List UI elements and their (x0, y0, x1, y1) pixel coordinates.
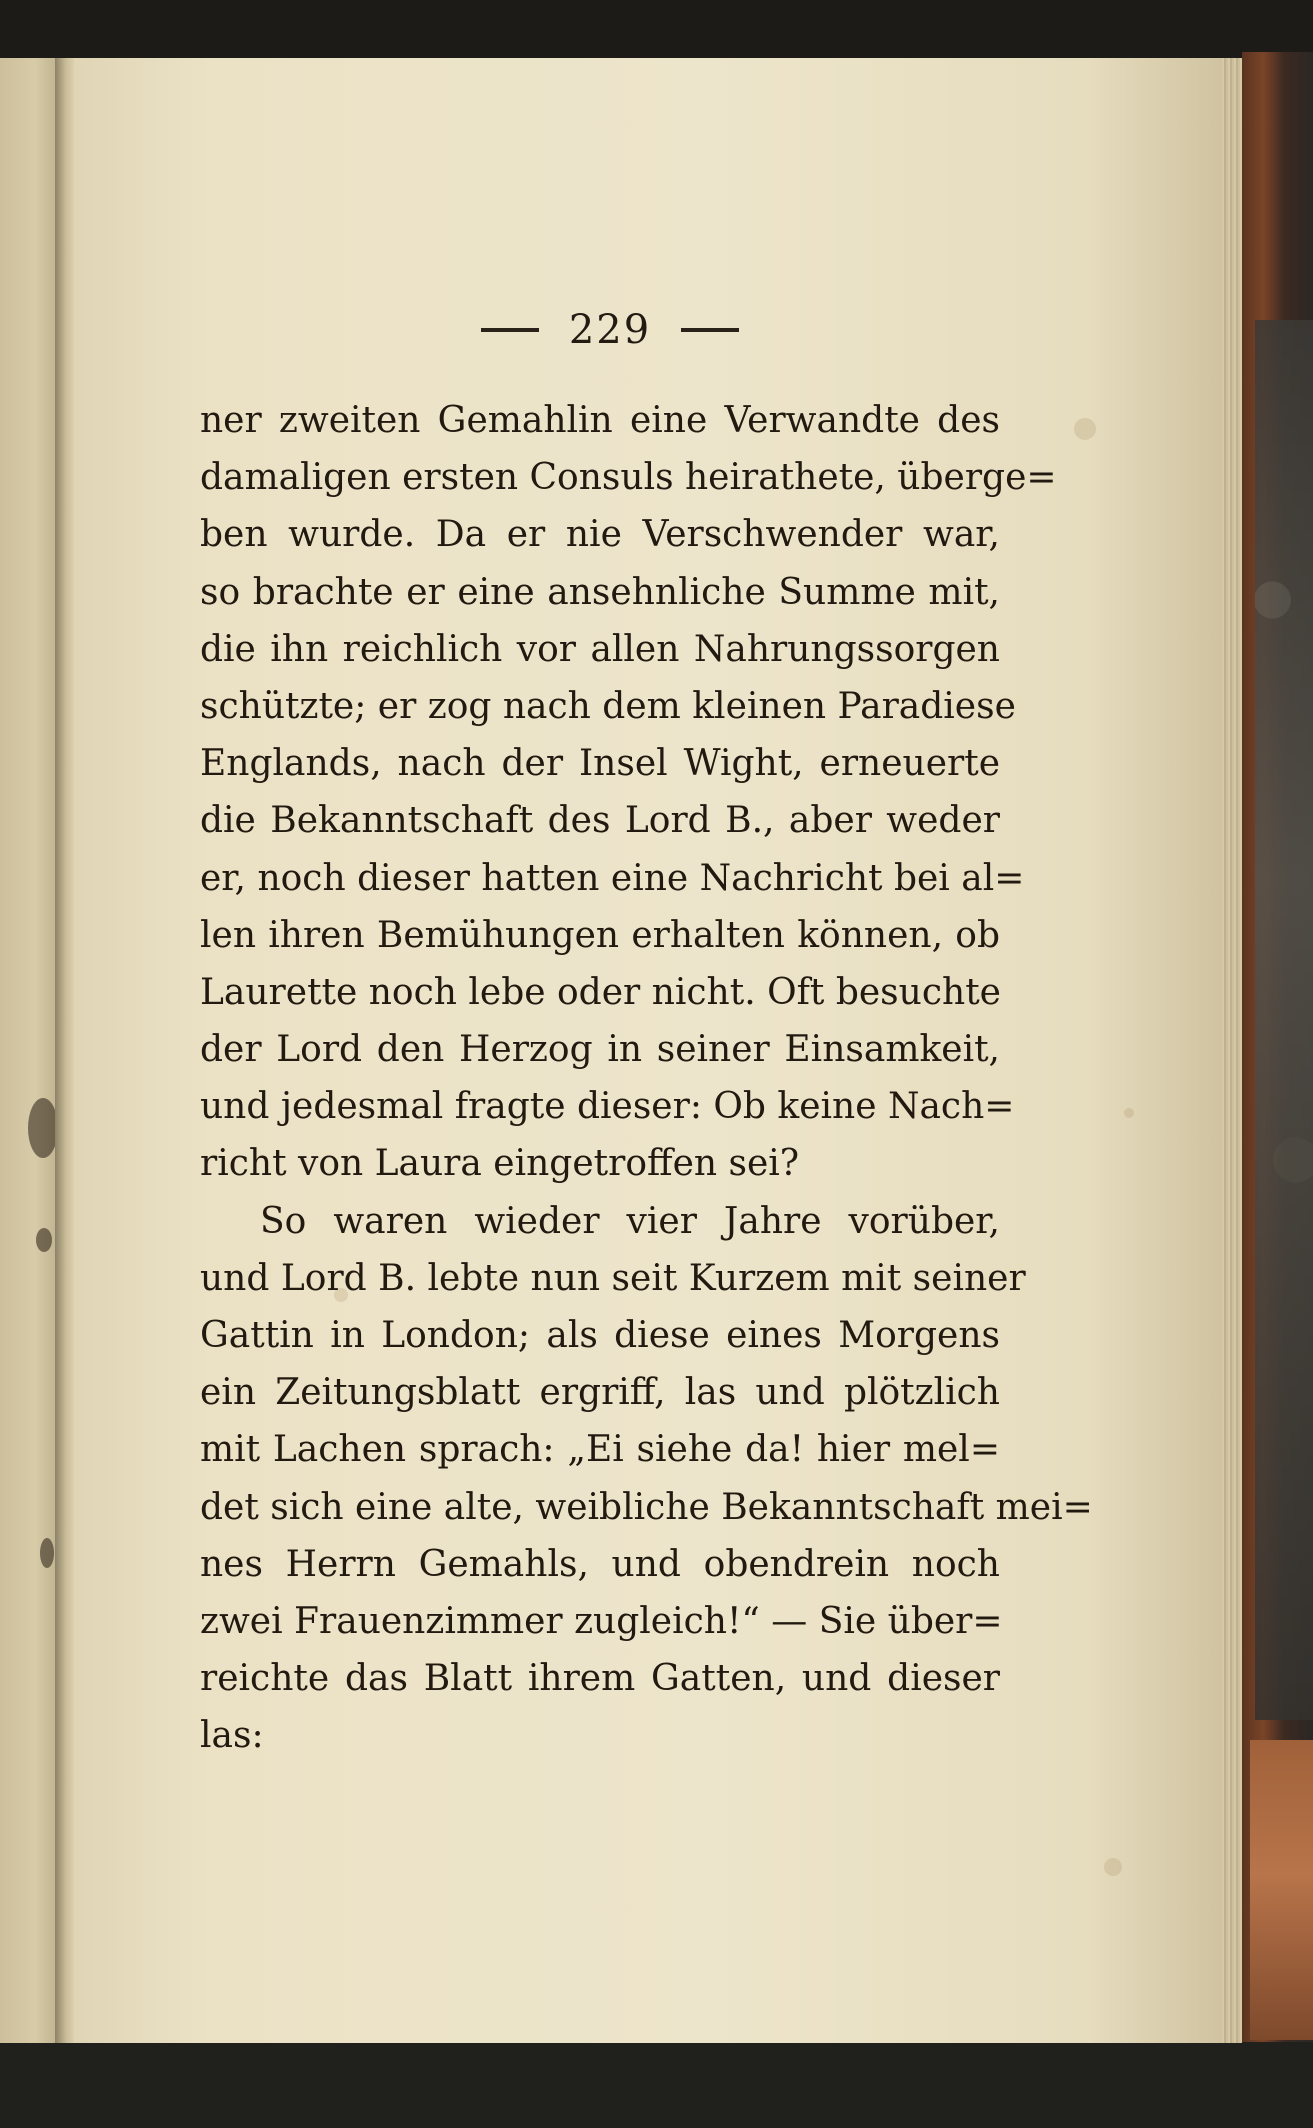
text-line: richt von Laura eingetroffen sei? (200, 1143, 800, 1185)
text-line: las: (200, 1715, 264, 1757)
text-line: ner zweiten Gemahlin eine Verwandte des (200, 400, 1000, 441)
text-line: schützte; er zog nach dem kleinen Paradiese (200, 685, 1016, 727)
text-line: Englands, nach der Insel Wight, erneuerte (200, 743, 1000, 785)
text-line: und Lord B. lebte nun seit Kurzem mit seiner (200, 1257, 1026, 1299)
text-line: die ihn reichlich vor allen Nahrungssorgen (200, 628, 1000, 670)
text-line: und jedesmal fragte dieser: Ob keine Nach= (200, 1086, 1015, 1128)
page-number: 229 (568, 307, 652, 353)
text-line: Gattin in London; als diese eines Morgens (200, 1315, 1000, 1356)
text-line: so brachte er eine ansehnliche Summe mit, (200, 571, 1000, 613)
text-line: reichte das Blatt ihrem Gatten, und dieser (200, 1658, 1000, 1700)
marbled-cover (1255, 320, 1313, 1720)
text-line: nes Herrn Gemahls, und obendrein noch (200, 1543, 1000, 1585)
text-line: len ihren Bemühungen erhalten können, ob (200, 914, 1000, 956)
header-dash-right (681, 328, 739, 332)
text-line: mit Lachen sprach: „Ei siehe da! hier mel= (200, 1429, 1000, 1471)
background-strip (0, 2038, 1313, 2128)
leather-corner (1250, 1740, 1313, 2040)
text-line: det sich eine alte, weibliche Bekanntschaft mei= (200, 1486, 1093, 1528)
text-line: ben wurde. Da er nie Verschwender war, (200, 514, 1000, 556)
text-line: Laurette noch lebe oder nicht. Oft besuchte (200, 971, 1001, 1013)
text-line: damaligen ersten Consuls heirathete, überge= (200, 457, 1057, 499)
facing-page-edge (0, 58, 58, 2043)
page-header (470, 300, 750, 360)
book-gutter (55, 58, 75, 2043)
text-line: er, noch dieser hatten eine Nachricht bei al= (200, 857, 1025, 899)
text-line: So waren wieder vier Jahre vorüber, (260, 1200, 1000, 1242)
text-line: ein Zeitungsblatt ergriff, las und plötzlich (200, 1372, 1000, 1414)
page-edges (1222, 58, 1242, 2043)
text-line: der Lord den Herzog in seiner Einsamkeit, (200, 1029, 1000, 1071)
body-text (200, 392, 1093, 1765)
header-dash-left (481, 328, 539, 332)
text-line: die Bekanntschaft des Lord B., aber weder (200, 800, 1000, 842)
text-line: zwei Frauenzimmer zugleich!“ — Sie über= (200, 1600, 1003, 1642)
